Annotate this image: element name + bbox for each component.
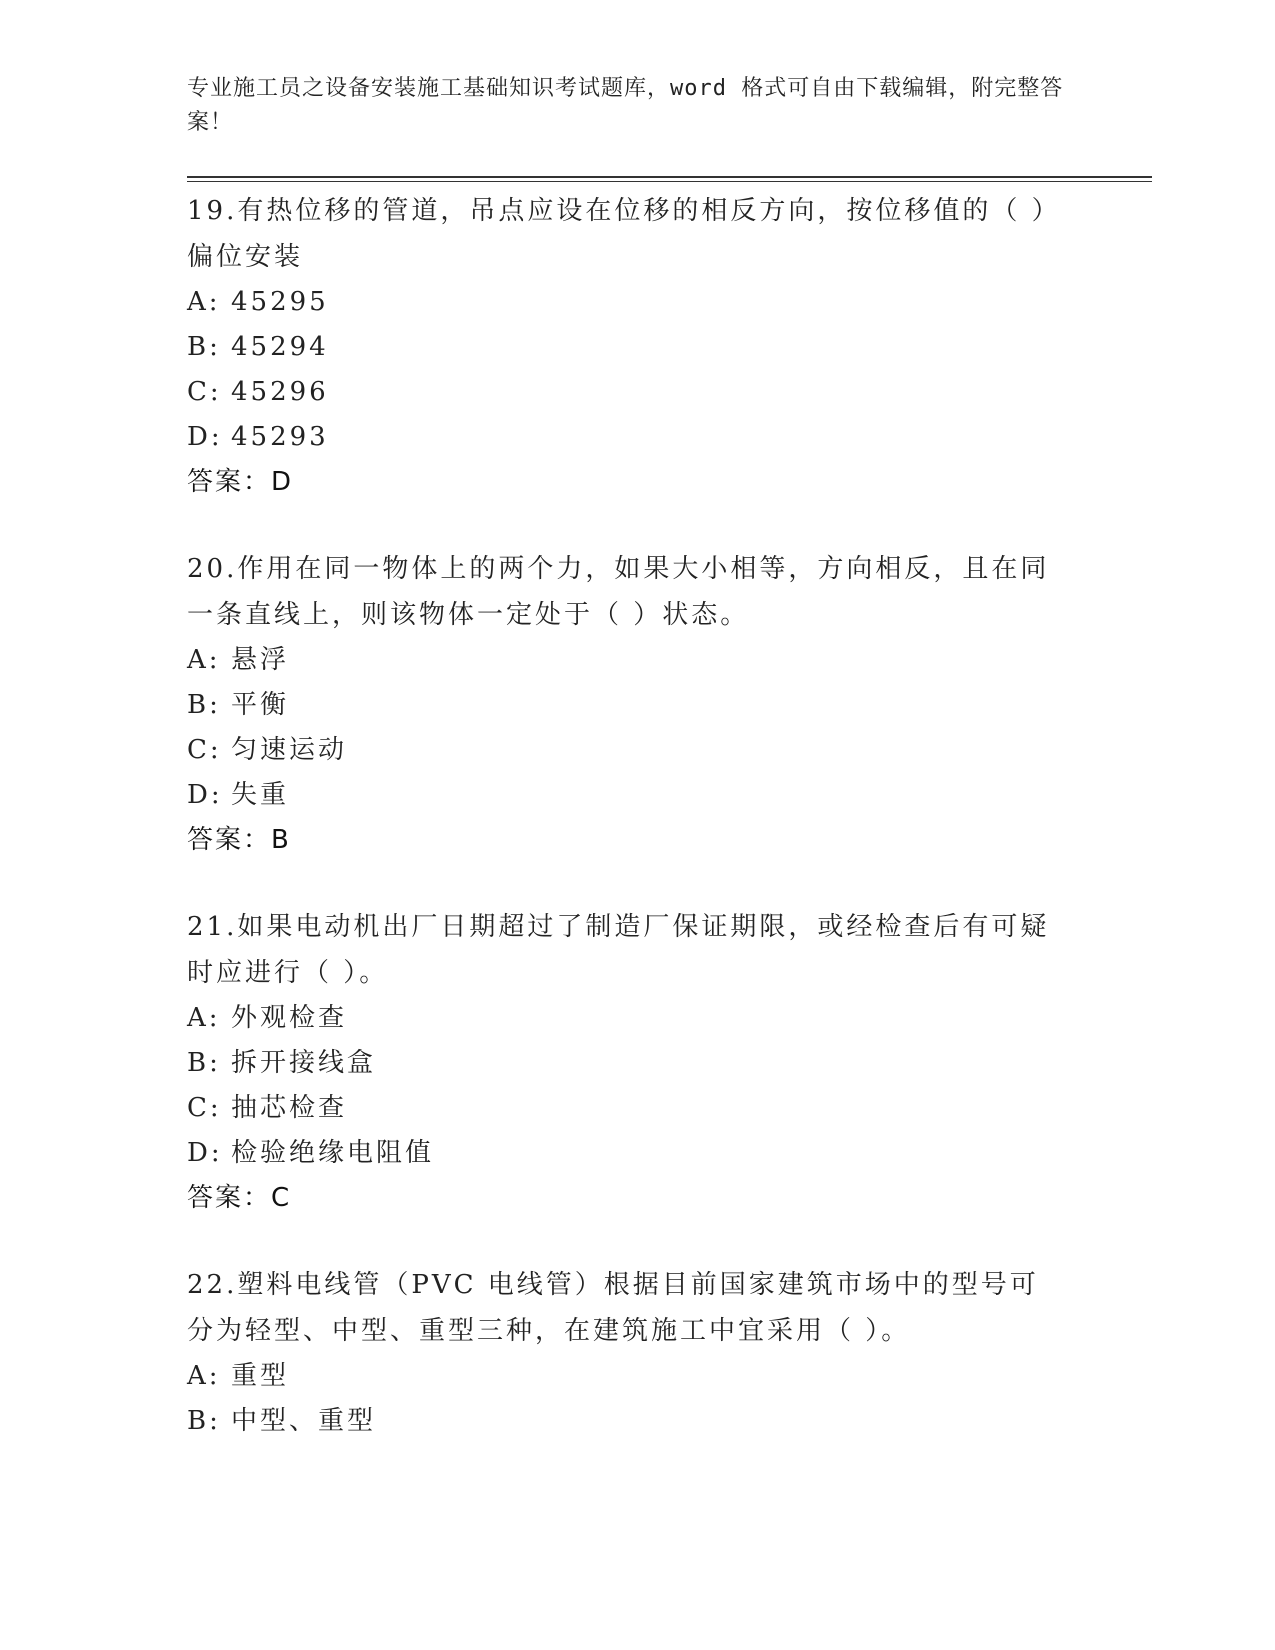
option-a bbox=[187, 996, 1152, 1041]
option-text: 匀速运动 bbox=[231, 735, 348, 765]
option-b bbox=[187, 1399, 1152, 1444]
option-key: A: bbox=[187, 645, 221, 675]
option-c bbox=[187, 728, 1152, 773]
option-text: 拆开接线盒 bbox=[231, 1048, 377, 1078]
option-text: 悬浮 bbox=[231, 645, 290, 675]
option-d bbox=[187, 1131, 1152, 1176]
option-c bbox=[187, 370, 1152, 415]
option-key: B: bbox=[187, 332, 221, 362]
header-divider-thin bbox=[187, 181, 1152, 182]
option-a bbox=[187, 280, 1152, 325]
question-stem: 21.如果电动机出厂日期超过了制造厂保证期限，或经检查后有可疑时应进行（ ）。 bbox=[187, 912, 1050, 988]
option-key: A: bbox=[187, 1361, 221, 1391]
question-19 bbox=[187, 188, 1152, 504]
option-a bbox=[187, 638, 1152, 683]
option-key: A: bbox=[187, 287, 221, 317]
option-key: B: bbox=[187, 1406, 221, 1436]
option-b bbox=[187, 683, 1152, 728]
option-key: D: bbox=[187, 780, 223, 810]
question-list bbox=[187, 188, 1152, 1486]
option-text: 45293 bbox=[231, 422, 329, 452]
header-divider bbox=[187, 176, 1152, 178]
option-c bbox=[187, 1086, 1152, 1131]
option-key: D: bbox=[187, 1138, 223, 1168]
question-stem: 22.塑料电线管（PVC 电线管）根据目前国家建筑市场中的型号可分为轻型、中型、重型三种，在建筑施工中宜采用（ ）。 bbox=[187, 1270, 1039, 1346]
option-key: A: bbox=[187, 1003, 221, 1033]
option-d bbox=[187, 415, 1152, 460]
option-b bbox=[187, 1041, 1152, 1086]
option-text: 45296 bbox=[231, 377, 329, 407]
option-text: 外观检查 bbox=[231, 1003, 348, 1033]
option-key: C: bbox=[187, 377, 222, 407]
answer-line: 答案：C bbox=[187, 1183, 292, 1213]
question-stem: 19.有热位移的管道，吊点应设在位移的相反方向，按位移值的（ ）偏位安装 bbox=[187, 196, 1061, 272]
question-stem: 20.作用在同一物体上的两个力，如果大小相等，方向相反，且在同一条直线上，则该物体一定处于（ ）状态。 bbox=[187, 554, 1050, 630]
question-21 bbox=[187, 904, 1152, 1220]
answer-line: 答案：D bbox=[187, 467, 294, 497]
option-key: C: bbox=[187, 735, 222, 765]
document-header: 专业施工员之设备安装施工基础知识考试题库，word 格式可自由下载编辑，附完整答案！ bbox=[187, 76, 1064, 135]
option-key: C: bbox=[187, 1093, 222, 1123]
option-text: 失重 bbox=[231, 780, 290, 810]
option-text: 重型 bbox=[231, 1361, 290, 1391]
option-a bbox=[187, 1354, 1152, 1399]
option-b bbox=[187, 325, 1152, 370]
answer-line: 答案：B bbox=[187, 825, 291, 855]
option-d bbox=[187, 773, 1152, 818]
option-text: 45294 bbox=[231, 332, 329, 362]
question-20 bbox=[187, 546, 1152, 862]
option-key: B: bbox=[187, 690, 221, 720]
option-text: 平衡 bbox=[231, 690, 290, 720]
document-page bbox=[187, 0, 1152, 1650]
option-text: 抽芯检查 bbox=[231, 1093, 348, 1123]
option-text: 45295 bbox=[231, 287, 329, 317]
option-text: 中型、重型 bbox=[231, 1406, 377, 1436]
option-text: 检验绝缘电阻值 bbox=[231, 1138, 435, 1168]
option-key: B: bbox=[187, 1048, 221, 1078]
question-22 bbox=[187, 1262, 1152, 1444]
option-key: D: bbox=[187, 422, 223, 452]
